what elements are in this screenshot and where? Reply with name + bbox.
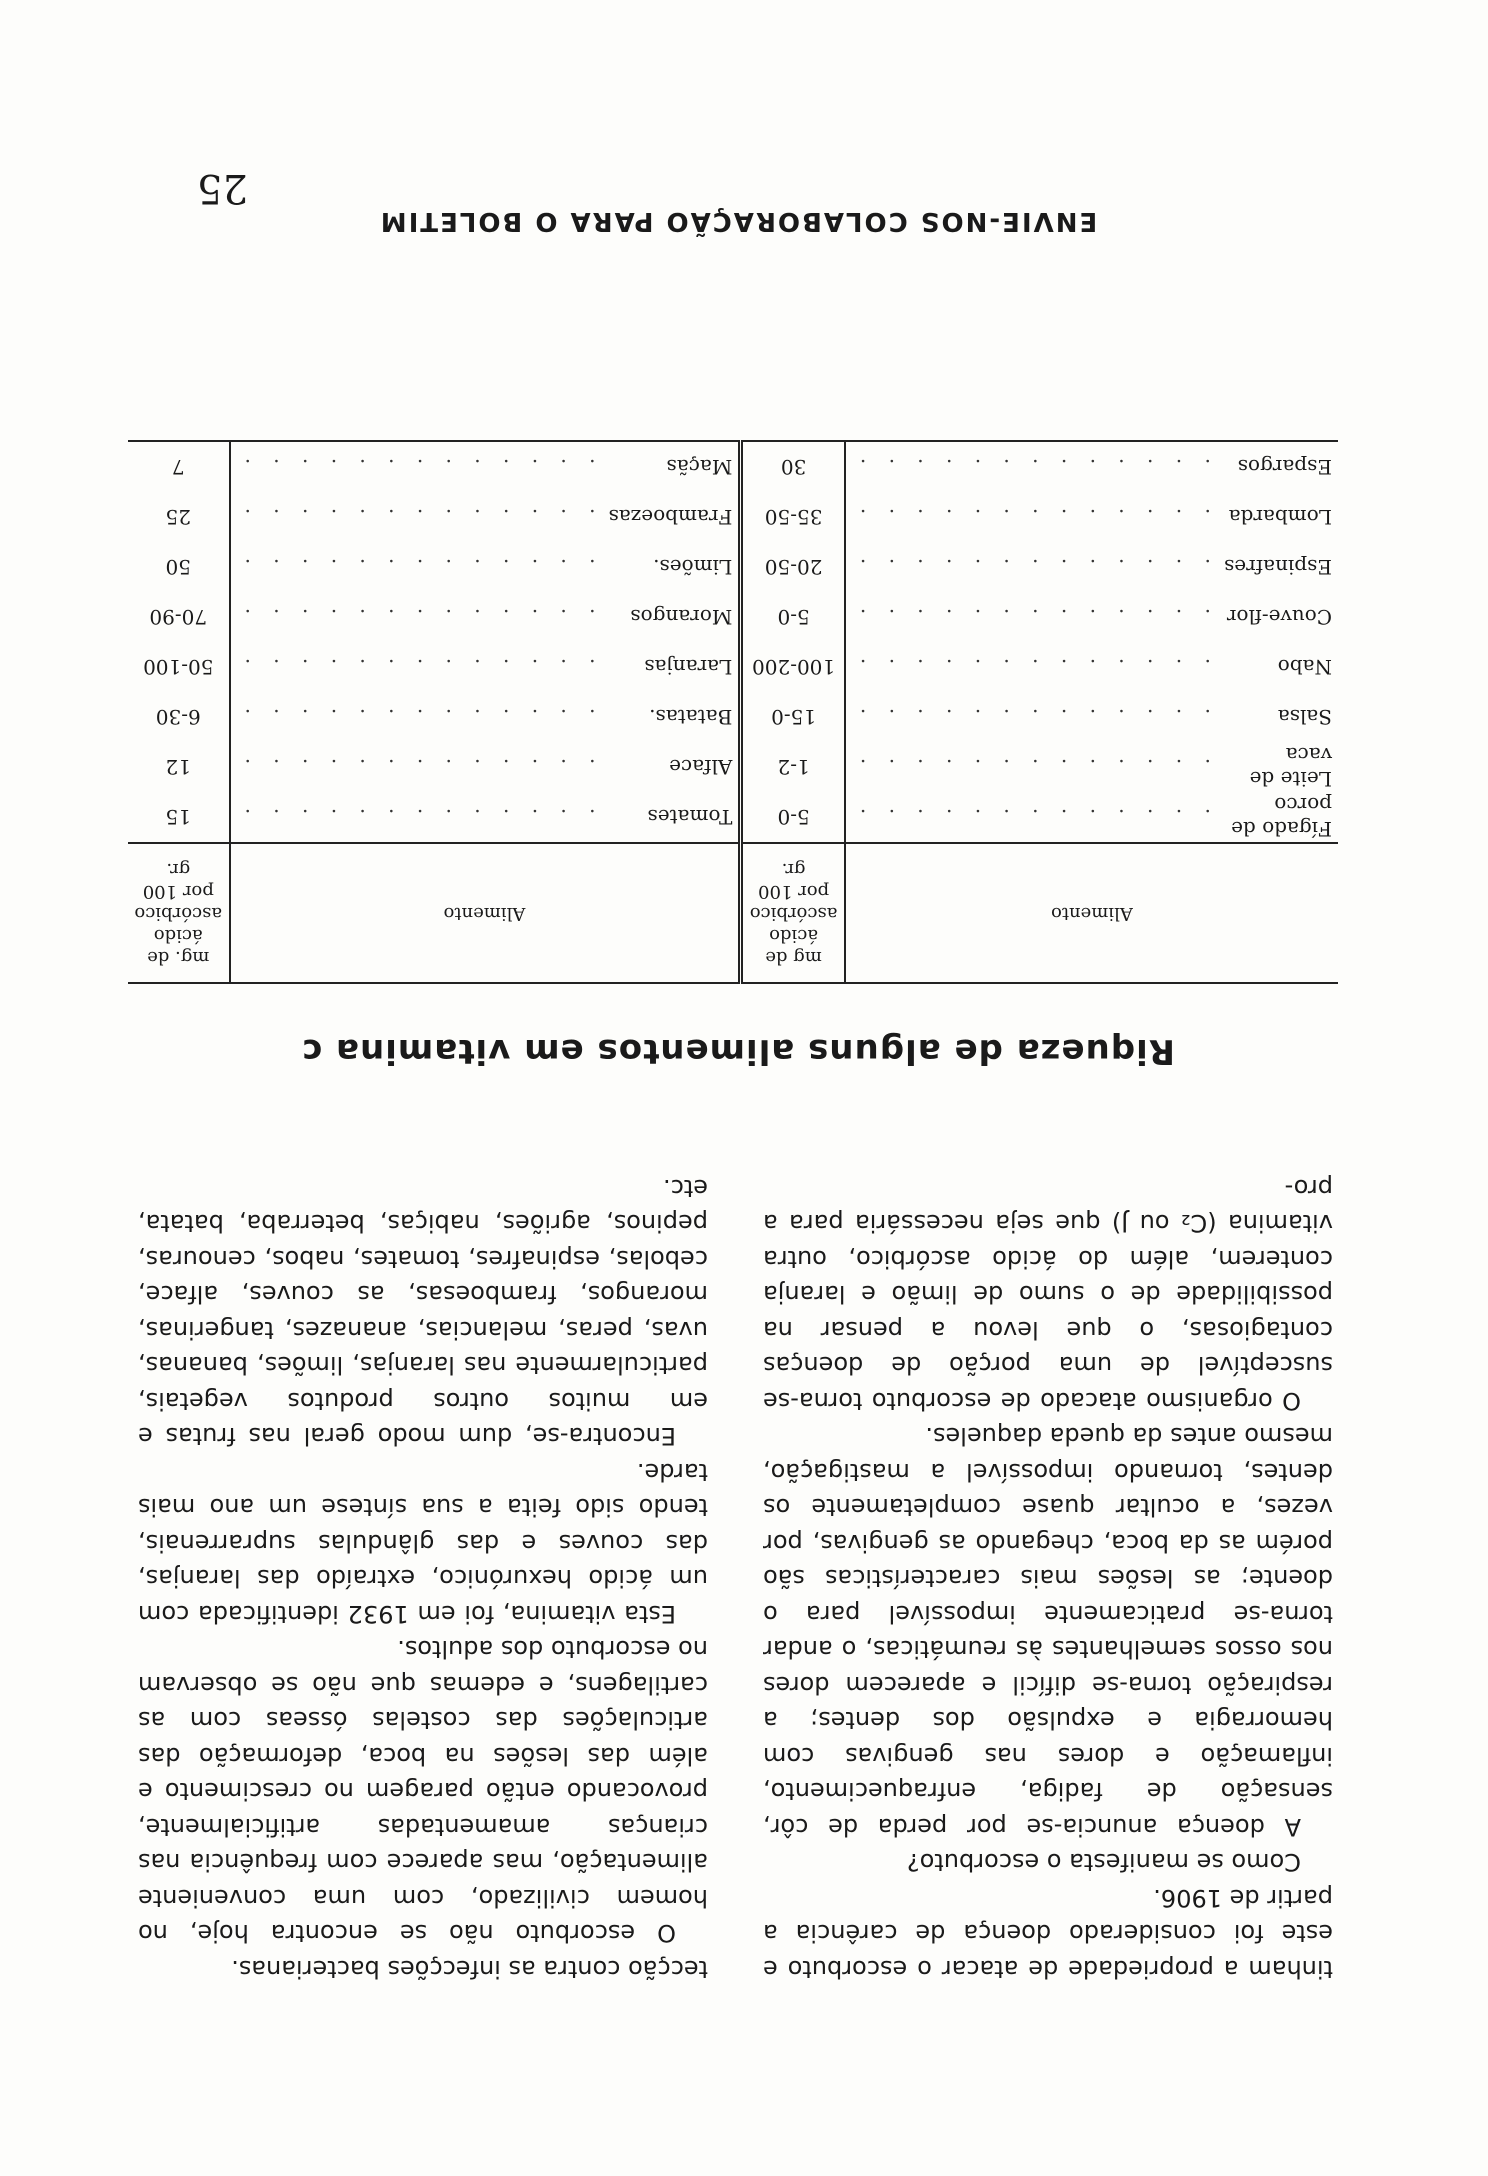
vitamin-c-table — [128, 440, 1338, 984]
table-row — [128, 642, 1338, 692]
food-name: Maçãs — [602, 441, 741, 492]
food-name: Fígado de porco — [1231, 793, 1332, 841]
food-name: Espinafres — [1224, 555, 1332, 579]
table-title: Riqueza de alguns alimentos em vitamina c — [301, 1031, 1175, 1071]
paragraph: O organismo atacado de escorbuto torna-se susceptível de uma porção de doenças contagiosas, o que levou a pensar na possibilidade de o sumo de limão e laranja conterem, além do ácido ascórbico, outra vitamina (C₂ ou J) que seja necessária para a pro- — [763, 1174, 1333, 1415]
vitamin-value: 5-0 — [741, 592, 845, 642]
food-name: Limões. — [653, 555, 733, 579]
page-number: 25 — [197, 165, 248, 211]
dot-leader: . . . . . . . . . . . . . — [230, 792, 602, 843]
column-header-food-right: Alimento — [230, 843, 741, 983]
food-name: Lombarda — [1228, 505, 1332, 529]
table-row — [128, 441, 1338, 492]
vitamin-value: 20-50 — [741, 542, 845, 592]
vitamin-value: 15-0 — [741, 692, 845, 742]
table-header-row — [128, 843, 1338, 983]
vitamin-value: 70-90 — [149, 605, 208, 629]
table-row — [128, 792, 1338, 843]
food-name: Morangos — [630, 605, 733, 629]
text-column-left — [763, 1170, 1333, 1987]
table-row — [128, 742, 1338, 792]
section-question: Como se manifesta o escorbuto? — [906, 1848, 1301, 1877]
paragraph: tinham a propriedade de atacar o escorbuto e este foi considerado doença de carência a partir de 1906. — [763, 1884, 1333, 1983]
dot-leader: . . . . . . . . . . . . . — [845, 592, 1217, 642]
paragraph: tecção contra as infecções bacterianas. — [231, 1955, 708, 1983]
dot-leader: . . . . . . . . . . . . . — [845, 441, 1217, 492]
vitamin-value: 1-2 — [741, 742, 845, 792]
dot-leader: . . . . . . . . . . . . . — [230, 692, 602, 742]
food-name: Alface — [669, 755, 733, 779]
dot-leader: . . . . . . . . . . . . . — [845, 742, 1217, 792]
dot-leader: . . . . . . . . . . . . . — [845, 542, 1217, 592]
dot-leader: . . . . . . . . . . . . . — [230, 441, 602, 492]
column-header-value-left: mg de ácido ascórbico por 100 gr. — [741, 843, 845, 983]
vitamin-value: 5-0 — [741, 792, 845, 843]
paragraph: Encontra-se, dum modo geral nas frutas e em muitos outros produtos vegetais, particularmente nas laranjas, limões, bananas, uvas, peras, melancias, ananazes, tangerinas, morangos, framboesas, as couves, alface, cebolas, espinafres, tomates, nabos, cenouras, pepinos, agriões, nabiças, beterraba, batata, etc. — [138, 1174, 708, 1451]
vitamin-value: 6-30 — [155, 705, 201, 729]
food-name: Laranjas — [644, 655, 733, 679]
vitamin-value: 15 — [165, 805, 192, 829]
paragraph: A doença anuncia-se por perda de côr, sensação de fadiga, enfraquecimento, inflamação e dores nas gengivas com hemorragia e expulsão dos dentes; a respiração torna-se difícil e aparecem dores nos ossos semelhantes às reumáticas, o andar torna-se praticamente impossível para o doente; as lesões mais características são porém as da boca, chegando as gengivas, por vezes, a ocultar quase completamente os dentes, tornando impossível a mastigação, mesmo antes da queda daqueles. — [763, 1422, 1333, 1841]
table-row — [128, 542, 1338, 592]
table-row — [128, 592, 1338, 642]
dot-leader: . . . . . . . . . . . . . — [230, 642, 602, 692]
dot-leader: . . . . . . . . . . . . . — [230, 592, 602, 642]
food-name: Nabo — [1277, 655, 1332, 679]
food-name: Leite de vaca — [1249, 743, 1332, 791]
dot-leader: . . . . . . . . . . . . . — [845, 642, 1217, 692]
vitamin-value: 100-200 — [741, 642, 845, 692]
food-name: Salsa — [1277, 705, 1332, 729]
footer-banner: ENVIE-NOS COLABORAÇÃO PARA O BOLETIM — [378, 206, 1098, 236]
dot-leader: . . . . . . . . . . . . . — [845, 492, 1217, 542]
text-column-right — [138, 1170, 708, 1987]
dot-leader: . . . . . . . . . . . . . — [230, 492, 602, 542]
food-name: Couve-flor — [1226, 605, 1332, 629]
food-name: Framboezas — [608, 505, 733, 529]
vitamin-value: 12 — [165, 755, 192, 779]
table-row — [128, 492, 1338, 542]
vitamin-value: 50-100 — [143, 655, 214, 679]
column-header-value-right: mg. de ácido ascórbico por 100 gr. — [128, 843, 230, 983]
vitamin-value: 30 — [741, 441, 845, 492]
food-name: Batatas. — [649, 705, 733, 729]
dot-leader: . . . . . . . . . . . . . — [230, 742, 602, 792]
dot-leader: . . . . . . . . . . . . . — [845, 692, 1217, 742]
vitamin-value: 35-50 — [741, 492, 845, 542]
vitamin-value: 7 — [128, 441, 230, 492]
column-header-food-left: Alimento — [845, 843, 1338, 983]
vitamin-value: 25 — [165, 505, 192, 529]
paragraph: O escorbuto não se encontra hoje, no homem civilizado, com uma conveniente alimentação, mas aparece com frequência nas crianças amamentadas artificialmente, provocando então paragem no crescimento e além das lesões na boca, deformação das articulações das costelas ósseas com as cartilagens, e edemas que não se observam no escorbuto dos adultos. — [138, 1635, 708, 1948]
paragraph: Esta vitamina, foi em 1932 identificada com um ácido hexurónico, extraído das laranjas, das couves e das glândulas suprarrenais, tendo sido feita a sua síntese um ano mais tarde. — [138, 1458, 708, 1628]
dot-leader: . . . . . . . . . . . . . — [230, 542, 602, 592]
table-row — [128, 692, 1338, 742]
food-name: Espargos — [1217, 441, 1338, 492]
vitamin-value: 50 — [165, 555, 192, 579]
dot-leader: . . . . . . . . . . . . . — [845, 792, 1217, 843]
food-name: Tomates — [647, 805, 733, 829]
